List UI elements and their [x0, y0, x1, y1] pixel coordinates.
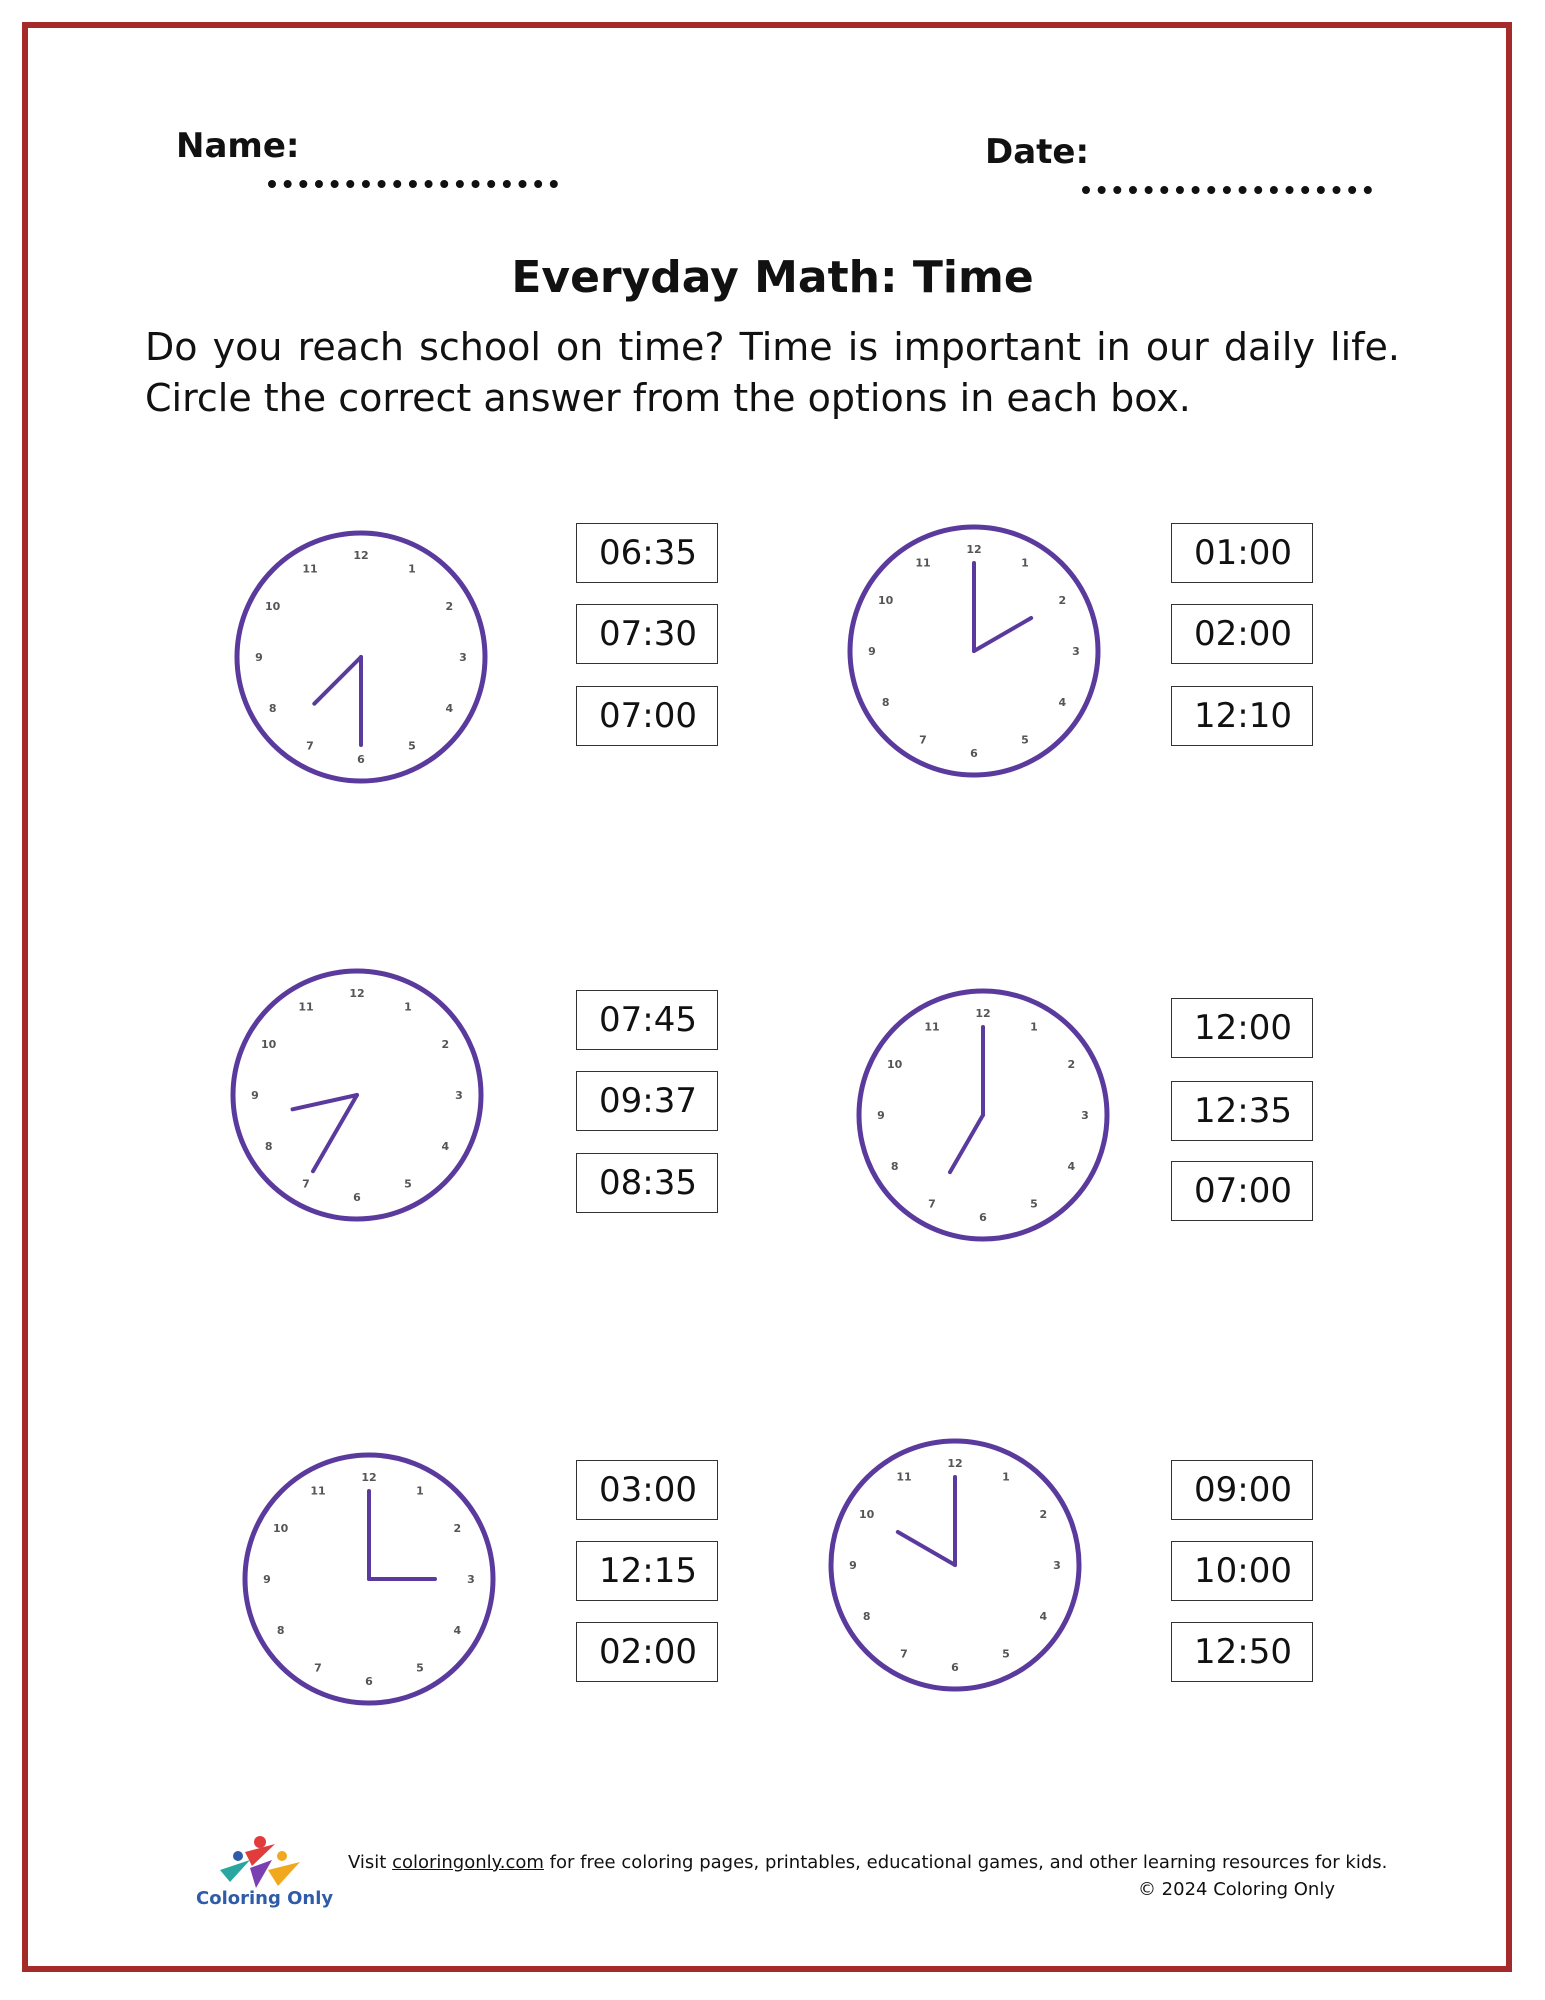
clock-number: 7	[314, 1661, 322, 1675]
copyright: © 2024 Coloring Only	[1137, 1879, 1335, 1900]
clock-number: 8	[264, 1140, 273, 1153]
footer-note	[348, 1852, 1387, 1873]
clock-number: 3	[455, 1089, 463, 1102]
hour-hand	[898, 1532, 955, 1565]
clock-number: 11	[298, 1000, 314, 1014]
clock-number: 2	[1067, 1058, 1076, 1071]
clock-number: 2	[453, 1522, 462, 1535]
clock-face	[854, 986, 1112, 1244]
answer-option[interactable]: 09:00	[1171, 1460, 1313, 1520]
clock-number: 12	[947, 1457, 963, 1470]
hour-hand	[974, 618, 1031, 651]
clock-number: 10	[265, 600, 281, 613]
clock-number: 7	[302, 1177, 310, 1191]
instructions: Do you reach school on time? Time is important in our daily life. Circle the correct answer from the options in each box.	[145, 325, 1400, 420]
clock-number: 6	[970, 747, 978, 760]
answer-option[interactable]: 12:35	[1171, 1081, 1313, 1141]
answer-option[interactable]: 12:15	[576, 1541, 718, 1601]
answer-option[interactable]: 08:35	[576, 1153, 718, 1213]
clock-number: 5	[416, 1661, 424, 1675]
clock-number: 1	[1002, 1470, 1010, 1484]
clock-number: 6	[353, 1191, 361, 1204]
clock-number: 8	[268, 702, 277, 715]
clock-number: 1	[1030, 1020, 1038, 1034]
clock-svg	[854, 986, 1112, 1244]
clock-number: 11	[924, 1020, 940, 1034]
answer-option[interactable]: 12:00	[1171, 998, 1313, 1058]
footer-visit-text: Visit	[348, 1852, 393, 1873]
clock-number: 9	[251, 1089, 259, 1102]
clock-number: 3	[467, 1573, 475, 1586]
clock-number: 10	[887, 1058, 903, 1071]
clock-number: 6	[951, 1661, 959, 1674]
answer-option[interactable]: 07:30	[576, 604, 718, 664]
clock-number: 7	[919, 733, 927, 747]
answer-option[interactable]: 12:50	[1171, 1622, 1313, 1682]
clock-number: 12	[353, 549, 369, 562]
hour-hand	[950, 1115, 983, 1172]
clock-number: 7	[928, 1197, 936, 1211]
clock-face	[232, 528, 490, 786]
clock-number: 8	[890, 1160, 899, 1173]
clock-number: 8	[862, 1610, 871, 1623]
footer-rest-text: for free coloring pages, printables, educational games, and other learning resources for kids.	[543, 1852, 1388, 1873]
footer-link[interactable]: coloringonly.com	[392, 1852, 544, 1873]
clock-number: 4	[1067, 1160, 1076, 1173]
clock-number: 3	[1072, 645, 1080, 658]
name-label: Name:	[176, 126, 300, 166]
clock-number: 11	[302, 562, 318, 576]
answer-option[interactable]: 07:45	[576, 990, 718, 1050]
clock-svg	[240, 1450, 498, 1708]
clock-number: 2	[1058, 594, 1067, 607]
clock-number: 3	[1081, 1109, 1089, 1122]
clock-number: 11	[915, 556, 931, 570]
clock-number: 7	[900, 1647, 908, 1661]
clock-number: 5	[404, 1177, 412, 1191]
clock-number: 1	[1021, 556, 1029, 570]
clock-number: 10	[878, 594, 894, 607]
clock-number: 5	[408, 739, 416, 753]
clock-number: 10	[273, 1522, 289, 1535]
clock-number: 7	[306, 739, 314, 753]
answer-option[interactable]: 12:10	[1171, 686, 1313, 746]
clock-number: 12	[349, 987, 365, 1000]
clock-number: 5	[1002, 1647, 1010, 1661]
answer-option[interactable]: 10:00	[1171, 1541, 1313, 1601]
clock-number: 3	[1053, 1559, 1061, 1572]
hour-hand	[314, 657, 361, 704]
answer-option[interactable]: 07:00	[576, 686, 718, 746]
clock-number: 10	[859, 1508, 875, 1521]
clock-number: 2	[445, 600, 454, 613]
clock-number: 5	[1021, 733, 1029, 747]
clock-face	[228, 966, 486, 1224]
clock-number: 4	[445, 702, 454, 715]
worksheet-title: Everyday Math: Time	[511, 252, 1034, 303]
answer-option[interactable]: 07:00	[1171, 1161, 1313, 1221]
clock-number: 9	[263, 1573, 271, 1586]
clock-number: 11	[896, 1470, 912, 1484]
clock-svg	[232, 528, 490, 786]
clock-face	[240, 1450, 498, 1708]
clock-number: 9	[868, 645, 876, 658]
clock-face	[826, 1436, 1084, 1694]
clock-number: 12	[361, 1471, 377, 1484]
clock-number: 4	[453, 1624, 462, 1637]
clock-number: 5	[1030, 1197, 1038, 1211]
clock-number: 9	[255, 651, 263, 664]
clock-number: 4	[1039, 1610, 1048, 1623]
clock-number: 11	[310, 1484, 326, 1498]
clock-number: 9	[849, 1559, 857, 1572]
name-line	[268, 180, 558, 188]
minute-hand	[313, 1095, 357, 1171]
clock-number: 2	[441, 1038, 450, 1051]
clock-number: 6	[979, 1211, 987, 1224]
answer-option[interactable]: 06:35	[576, 523, 718, 583]
clock-number: 6	[357, 753, 365, 766]
answer-option[interactable]: 09:37	[576, 1071, 718, 1131]
hour-hand	[293, 1095, 357, 1109]
clock-number: 8	[881, 696, 890, 709]
clock-number: 12	[975, 1007, 991, 1020]
clock-svg	[845, 522, 1103, 780]
date-label: Date:	[985, 132, 1090, 172]
answer-option[interactable]: 01:00	[1171, 523, 1313, 583]
clock-svg	[826, 1436, 1084, 1694]
answer-option[interactable]: 03:00	[576, 1460, 718, 1520]
clock-number: 3	[459, 651, 467, 664]
clock-number: 2	[1039, 1508, 1048, 1521]
clock-number: 10	[261, 1038, 277, 1051]
date-line	[1082, 186, 1372, 194]
logo-text: Coloring Only	[196, 1888, 334, 1909]
clock-number: 1	[404, 1000, 412, 1014]
clock-number: 8	[276, 1624, 285, 1637]
clock-number: 4	[441, 1140, 450, 1153]
clock-face	[845, 522, 1103, 780]
clock-number: 6	[365, 1675, 373, 1688]
clock-number: 9	[877, 1109, 885, 1122]
clock-number: 1	[416, 1484, 424, 1498]
answer-option[interactable]: 02:00	[1171, 604, 1313, 664]
answer-option[interactable]: 02:00	[576, 1622, 718, 1682]
clock-number: 1	[408, 562, 416, 576]
clock-number: 12	[966, 543, 982, 556]
clock-number: 4	[1058, 696, 1067, 709]
clock-svg	[228, 966, 486, 1224]
